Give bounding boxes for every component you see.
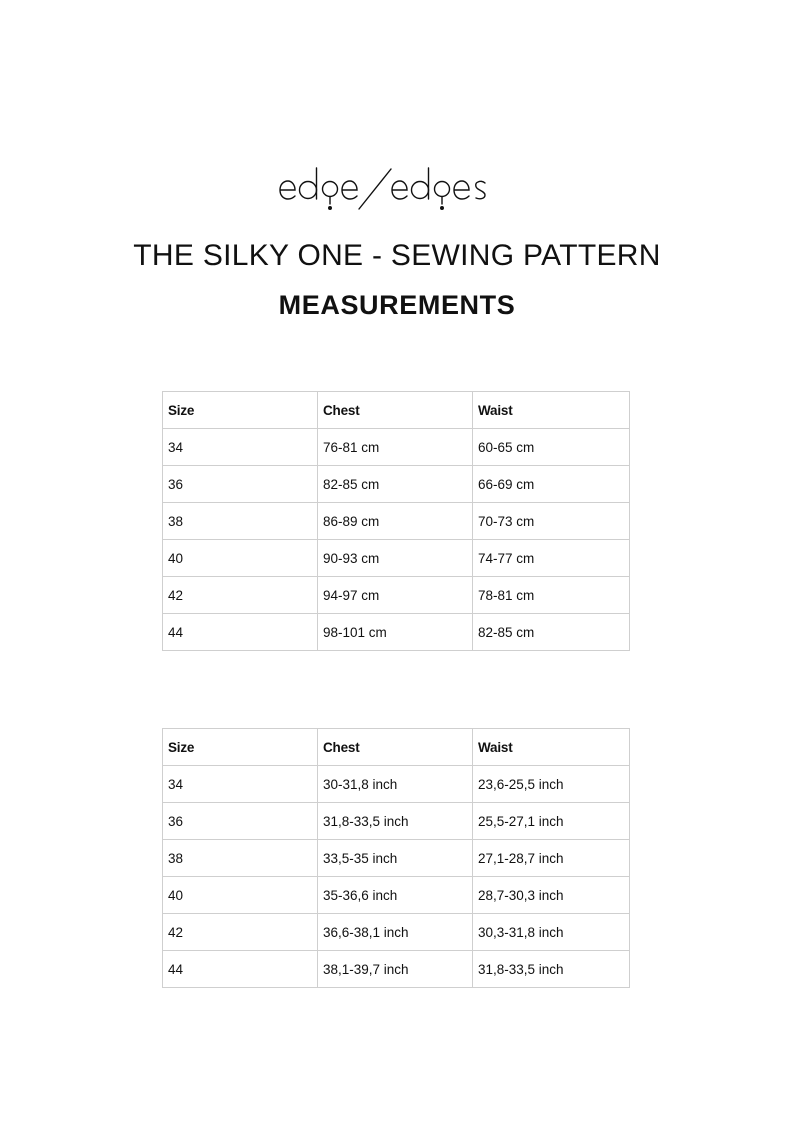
chest-cell: 98-101 cm xyxy=(318,614,473,651)
page-title: THE SILKY ONE - SEWING PATTERN xyxy=(133,239,661,272)
chest-cell: 86-89 cm xyxy=(318,503,473,540)
chest-cell: 31,8-33,5 inch xyxy=(318,803,473,840)
size-cell: 34 xyxy=(163,429,318,466)
column-header-chest: Chest xyxy=(318,392,473,429)
chest-cell: 82-85 cm xyxy=(318,466,473,503)
size-cell: 36 xyxy=(163,466,318,503)
table-row xyxy=(163,614,630,651)
table-row xyxy=(163,877,630,914)
waist-cell: 27,1-28,7 inch xyxy=(473,840,630,877)
table-row xyxy=(163,429,630,466)
size-cell: 44 xyxy=(163,614,318,651)
brand-logo xyxy=(0,160,794,218)
table-row xyxy=(163,803,630,840)
chest-cell: 94-97 cm xyxy=(318,577,473,614)
waist-cell: 78-81 cm xyxy=(473,577,630,614)
table-row xyxy=(163,951,630,988)
chest-cell: 36,6-38,1 inch xyxy=(318,914,473,951)
column-header-chest: Chest xyxy=(318,729,473,766)
size-cell: 38 xyxy=(163,840,318,877)
waist-cell: 82-85 cm xyxy=(473,614,630,651)
column-header-waist: Waist xyxy=(473,729,630,766)
measurements-table-cm xyxy=(162,391,630,651)
waist-cell: 25,5-27,1 inch xyxy=(473,803,630,840)
waist-cell: 31,8-33,5 inch xyxy=(473,951,630,988)
size-cell: 40 xyxy=(163,877,318,914)
chest-cell: 38,1-39,7 inch xyxy=(318,951,473,988)
edge-edges-logo-icon xyxy=(277,160,517,218)
chest-cell: 30-31,8 inch xyxy=(318,766,473,803)
size-cell: 38 xyxy=(163,503,318,540)
size-cell: 44 xyxy=(163,951,318,988)
table-header-row xyxy=(163,729,630,766)
page-subtitle: MEASUREMENTS xyxy=(278,290,516,320)
column-header-size: Size xyxy=(163,729,318,766)
waist-cell: 70-73 cm xyxy=(473,503,630,540)
waist-cell: 60-65 cm xyxy=(473,429,630,466)
chest-cell: 33,5-35 inch xyxy=(318,840,473,877)
waist-cell: 23,6-25,5 inch xyxy=(473,766,630,803)
waist-cell: 74-77 cm xyxy=(473,540,630,577)
measurements-table-inch xyxy=(162,728,630,988)
waist-cell: 30,3-31,8 inch xyxy=(473,914,630,951)
table-row xyxy=(163,540,630,577)
size-cell: 42 xyxy=(163,577,318,614)
table-row xyxy=(163,503,630,540)
table-row xyxy=(163,466,630,503)
table-row xyxy=(163,766,630,803)
chest-cell: 90-93 cm xyxy=(318,540,473,577)
size-cell: 42 xyxy=(163,914,318,951)
size-cell: 36 xyxy=(163,803,318,840)
chest-cell: 35-36,6 inch xyxy=(318,877,473,914)
waist-cell: 66-69 cm xyxy=(473,466,630,503)
table-header-row xyxy=(163,392,630,429)
size-cell: 34 xyxy=(163,766,318,803)
column-header-size: Size xyxy=(163,392,318,429)
chest-cell: 76-81 cm xyxy=(318,429,473,466)
size-cell: 40 xyxy=(163,540,318,577)
table-row xyxy=(163,577,630,614)
table-row xyxy=(163,914,630,951)
table-row xyxy=(163,840,630,877)
waist-cell: 28,7-30,3 inch xyxy=(473,877,630,914)
column-header-waist: Waist xyxy=(473,392,630,429)
